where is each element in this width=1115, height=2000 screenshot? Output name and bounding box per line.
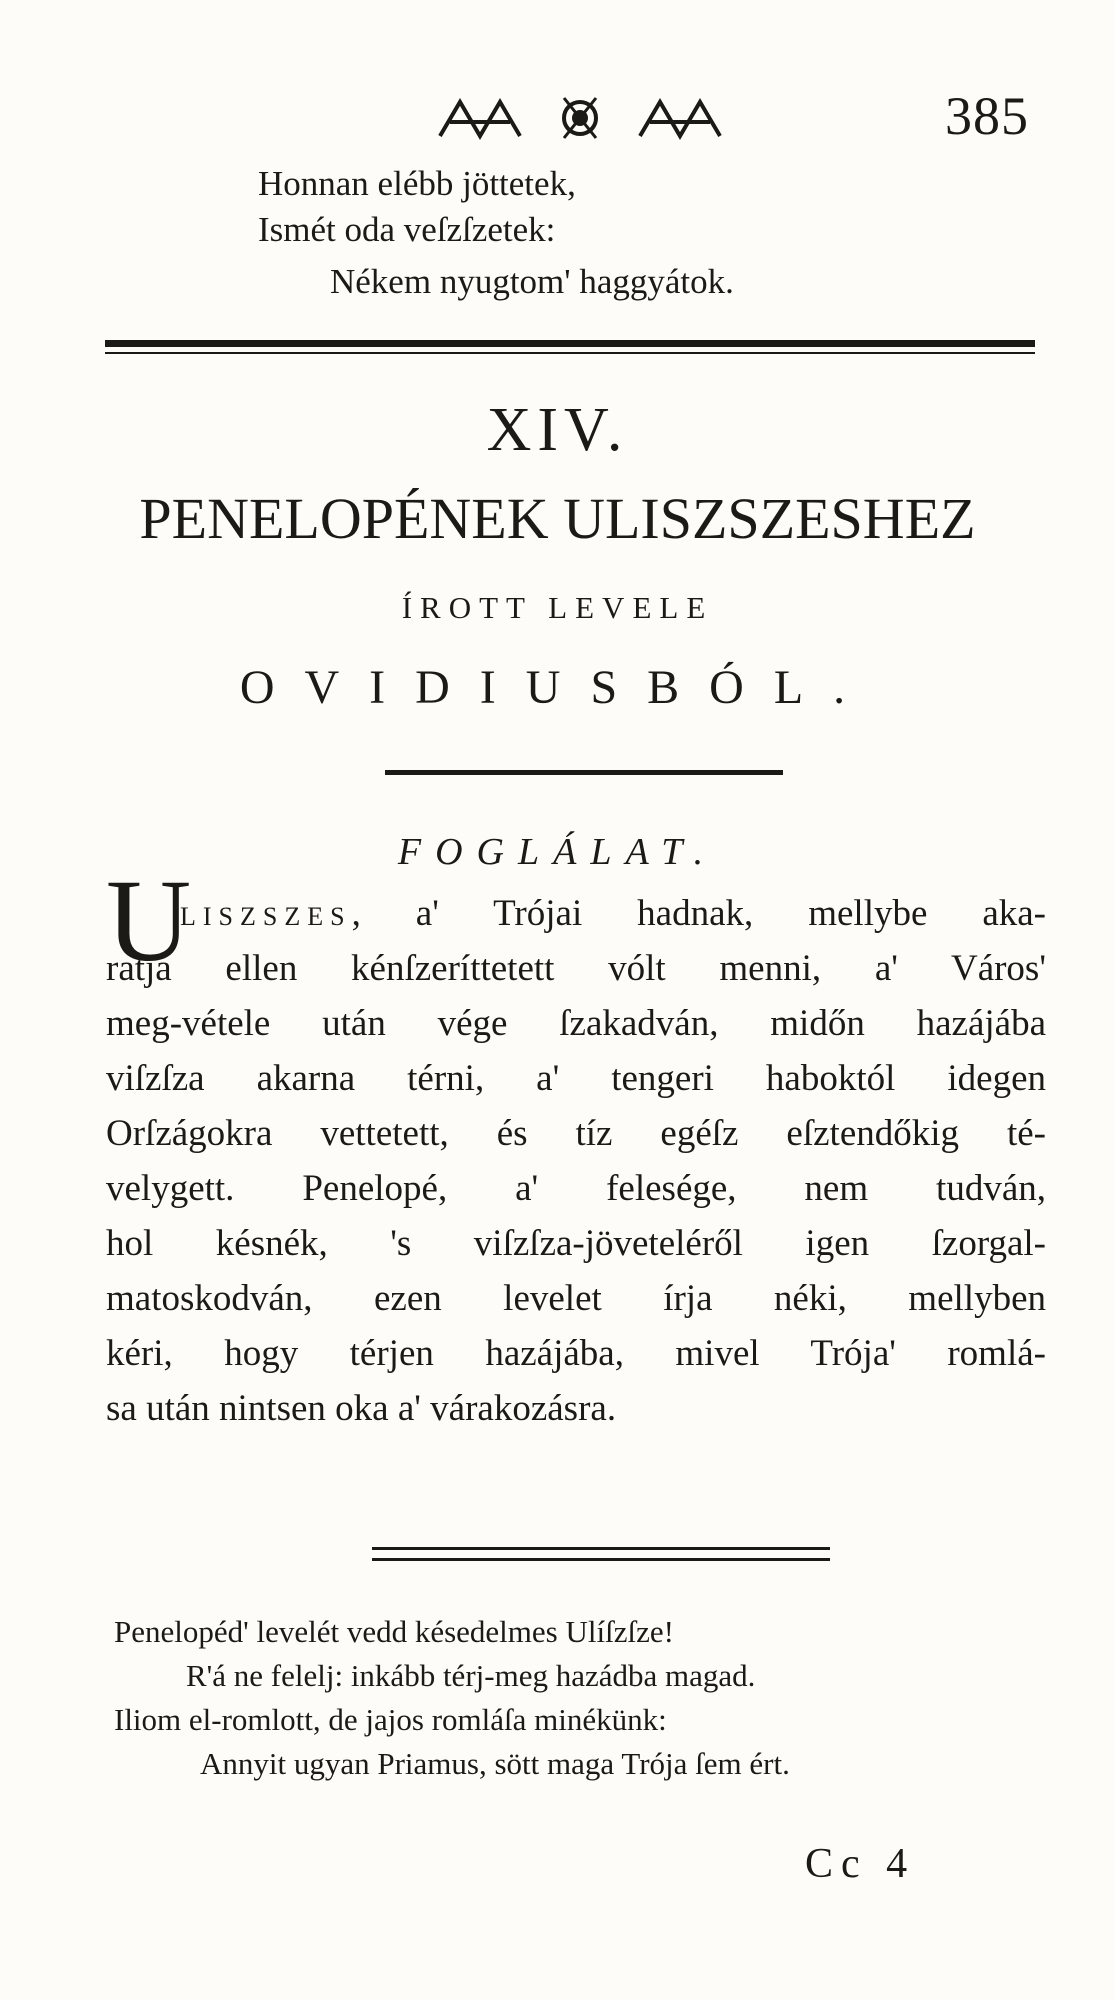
signature-mark: Cc 4: [805, 1841, 916, 1887]
first-word-smallcaps: LISZSZES: [180, 902, 352, 931]
chapter-subtitle: ÍROTT LEVELE: [401, 590, 714, 625]
poem-line: Annyit ugyan Priamus, sött maga Trója ſem ért.: [200, 1746, 790, 1781]
argument-line: meg-vétele után vége ſzakadván, midőn hazájába: [106, 1003, 1046, 1044]
verse-line: Nékem nyugtom' haggyátok.: [330, 262, 734, 301]
decorative-fleuron-icon: [430, 88, 730, 148]
chapter-numeral: XIV.: [486, 396, 629, 464]
chapter-source: OVIDIUSBÓL.: [239, 661, 876, 714]
argument-line: velygett. Penelopé, a' felesége, nem tudván,: [106, 1168, 1046, 1209]
title-divider: [385, 770, 783, 775]
chapter-title: PENELOPÉNEK ULISZSZESHEZ: [139, 486, 976, 551]
poem-divider: [372, 1547, 830, 1561]
argument-line: viſzſza akarna térni, a' tengeri haboktól idegen: [106, 1058, 1046, 1099]
poem-line: Iliom el-romlott, de jajos romláſa minékünk:: [114, 1702, 667, 1737]
argument-line: ratja ellen kénſzeríttetett vólt menni, a' Város': [106, 948, 1046, 989]
argument-line: kéri, hogy térjen hazájába, mivel Trója' romlá-: [106, 1333, 1046, 1374]
argument-line: hol késnék, 's viſzſza-jöveteléről igen ſzorgal-: [106, 1223, 1046, 1264]
section-divider: [105, 340, 1035, 354]
argument-line: Orſzágokra vettetett, és tíz egéſz eſztendőkig té-: [106, 1113, 1046, 1154]
verse-line: Honnan elébb jöttetek,: [258, 164, 576, 203]
argument-heading: FOGLÁLAT.: [397, 831, 718, 873]
argument-line: [180, 890, 1046, 941]
argument-line: matoskodván, ezen levelet írja néki, mellyben: [106, 1278, 1046, 1319]
drop-cap: U: [106, 855, 192, 986]
verse-line: Ismét oda veſzſzetek:: [258, 210, 556, 249]
page-number: 385: [945, 86, 1029, 146]
first-line-text: , a' Trójai hadnak, mellybe aka-: [351, 893, 1046, 934]
poem-line: R'á ne felelj: inkább térj-meg hazádba magad.: [186, 1658, 756, 1693]
poem-line: Penelopéd' levelét vedd késedelmes Ulíſzſze!: [114, 1614, 674, 1649]
argument-line: sa után nintsen oka a' várakozásra.: [106, 1388, 617, 1429]
